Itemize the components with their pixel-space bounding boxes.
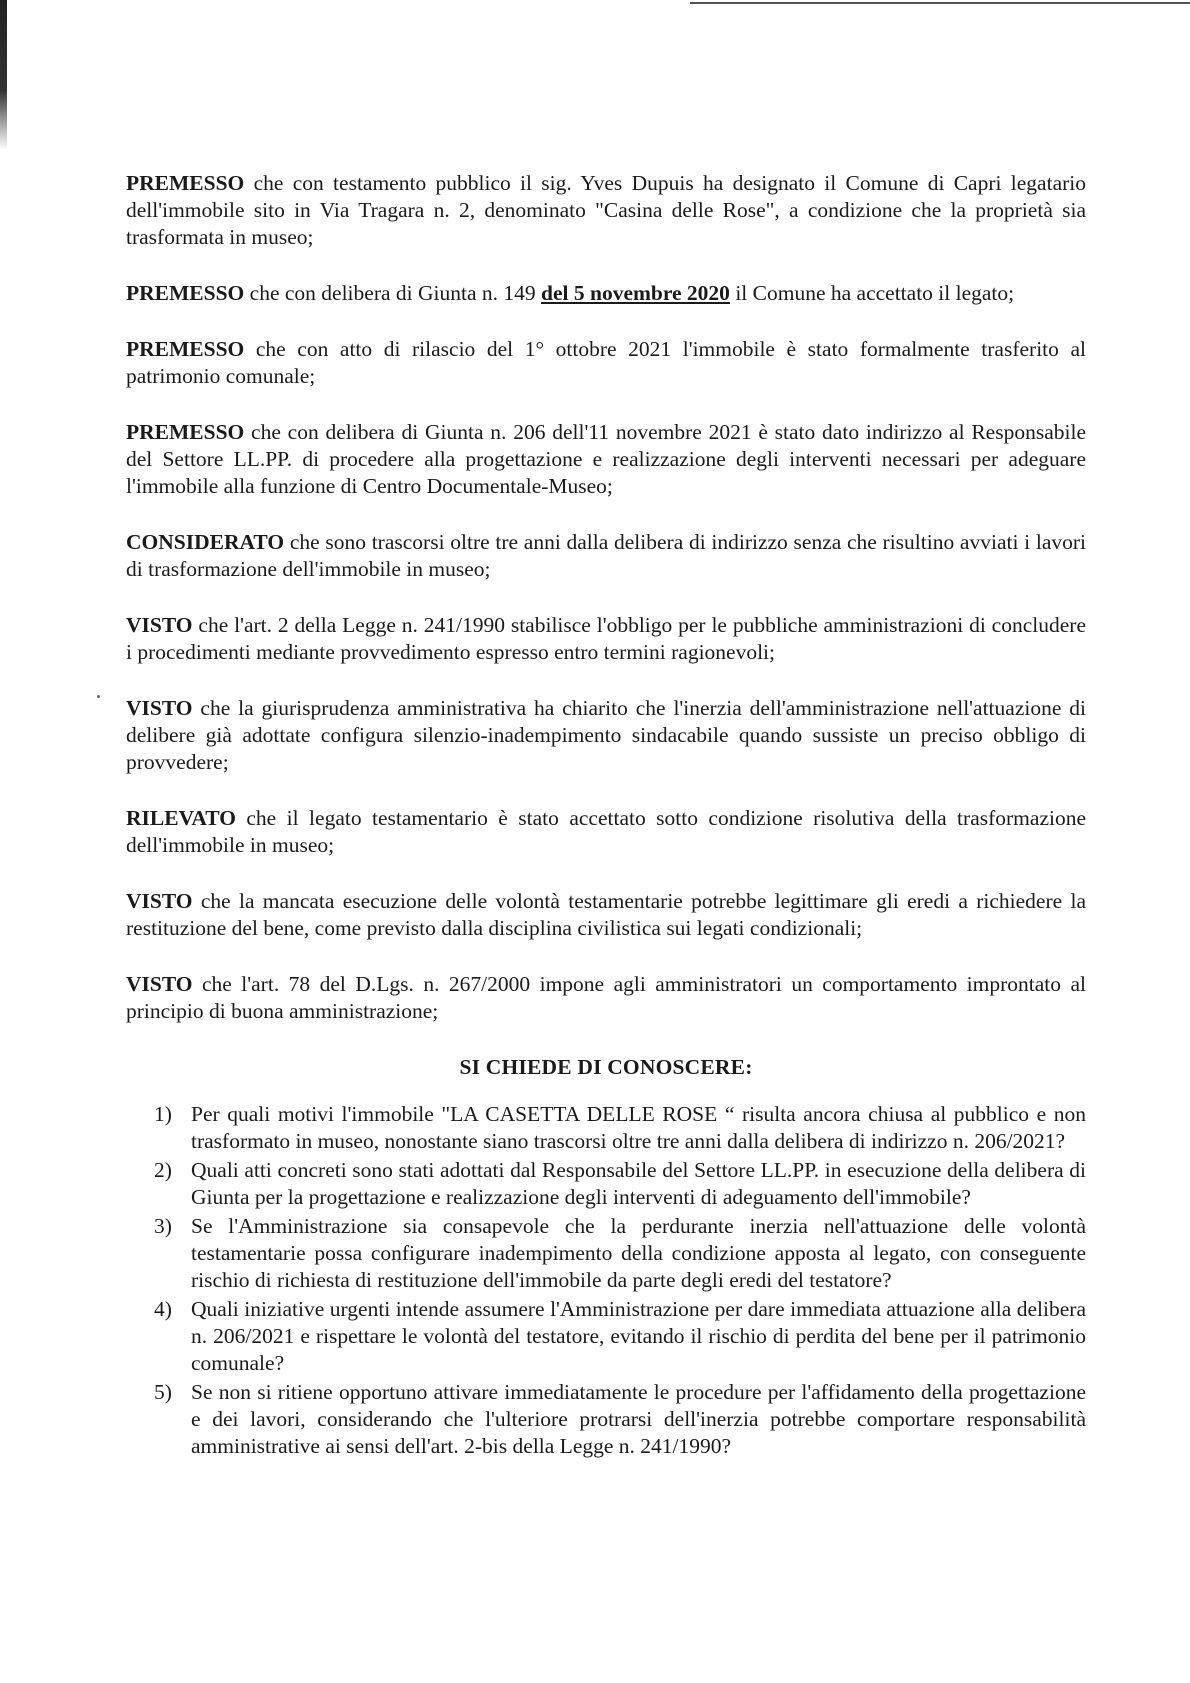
paragraph-text: che il legato testamentario è stato accettato sotto condizione risolutiva della trasformazione dell'immobile in museo; [126,806,1086,857]
paragraph-considerato [126,529,1086,583]
paragraph-keyword: VISTO [126,613,193,637]
paragraph-keyword: RILEVATO [126,806,236,830]
paragraph-visto-2 [126,695,1086,776]
scan-border-top [690,2,1190,4]
paragraph-premesso-2 [126,280,1086,307]
question-text: Quali atti concreti sono stati adottati dal Responsabile del Settore LL.PP. in esecuzione della delibera di Giunta per la progettazione e realizzazione degli interventi di adeguamento dell'immobile? [191,1158,1086,1209]
paragraph-keyword: CONSIDERATO [126,530,285,554]
question-text: Per quali motivi l'immobile "LA CASETTA DELLE ROSE “ risulta ancora chiusa al pubblico e non trasformato in museo, nonostante siano trascorsi oltre tre anni dalla delibera di indirizzo n. 206/2021? [191,1102,1086,1153]
paragraph-keyword: PREMESSO [126,281,245,305]
paragraph-text: il Comune ha accettato il legato; [729,281,1015,305]
question-item [126,1296,1086,1377]
paragraph-visto-4 [126,971,1086,1025]
questions-list [126,1101,1086,1460]
question-number: 3) [154,1214,172,1238]
scan-speck [97,695,100,698]
paragraph-keyword: VISTO [126,889,193,913]
paragraph-text: che con delibera di Giunta n. 149 [244,281,542,305]
paragraph-visto-3 [126,888,1086,942]
section-heading: SI CHIEDE DI CONOSCERE: [459,1055,753,1079]
scan-border-left [0,0,7,150]
paragraph-text: che la giurisprudenza amministrativa ha chiarito che l'inerzia dell'amministrazione nell'attuazione di delibere già adottate configura silenzio-inadempimento sindacabile quando sussiste un preciso obbligo di provvedere; [126,696,1086,774]
paragraph-text: che con atto di rilascio del 1° ottobre 2021 l'immobile è stato formalmente trasferito al patrimonio comunale; [126,337,1086,388]
paragraph-rilevato [126,805,1086,859]
paragraph-keyword: PREMESSO [126,420,245,444]
paragraph-text: che con testamento pubblico il sig. Yves Dupuis ha designato il Comune di Capri legatario dell'immobile sito in Via Tragara n. 2, denominato "Casina delle Rose", a condizione che la proprietà sia trasformata in museo; [126,171,1086,249]
question-number: 4) [154,1297,172,1321]
paragraph-visto-1 [126,612,1086,666]
paragraph-premesso-3 [126,336,1086,390]
paragraph-text: che l'art. 2 della Legge n. 241/1990 stabilisce l'obbligo per le pubbliche amministrazioni di concludere i procedimenti mediante provvedimento espresso entro termini ragionevoli; [126,613,1086,664]
paragraph-keyword: VISTO [126,972,193,996]
question-number: 5) [154,1380,172,1404]
question-text: Se l'Amministrazione sia consapevole che la perdurante inerzia nell'attuazione delle volontà testamentarie possa configurare inadempimento della condizione apposta al legato, con conseguente rischio di richiesta di restituzione dell'immobile da parte degli eredi del testatore? [191,1214,1086,1292]
paragraph-text: che la mancata esecuzione delle volontà testamentarie potrebbe legittimare gli eredi a richiedere la restituzione del bene, come previsto dalla disciplina civilistica sui legati condizionali; [126,889,1086,940]
paragraph-premesso-1 [126,170,1086,251]
paragraph-keyword: PREMESSO [126,171,245,195]
question-item [126,1379,1086,1460]
paragraph-text: che con delibera di Giunta n. 206 dell'11 novembre 2021 è stato dato indirizzo al Responsabile del Settore LL.PP. di procedere alla progettazione e realizzazione degli interventi necessari per adeguare l'immobile alla funzione di Centro Documentale-Museo; [126,420,1086,498]
question-item [126,1101,1086,1155]
paragraph-keyword: PREMESSO [126,337,245,361]
paragraph-text: che l'art. 78 del D.Lgs. n. 267/2000 impone agli amministratori un comportamento improntato al principio di buona amministrazione; [126,972,1086,1023]
paragraph-premesso-4 [126,419,1086,500]
document-body [126,170,1086,1462]
underlined-date: del 5 novembre 2020 [541,281,730,305]
paragraph-text: che sono trascorsi oltre tre anni dalla delibera di indirizzo senza che risultino avviati i lavori di trasformazione dell'immobile in museo; [126,530,1086,581]
question-text: Quali iniziative urgenti intende assumere l'Amministrazione per dare immediata attuazione alla delibera n. 206/2021 e rispettare le volontà del testatore, evitando il rischio di perdita del bene per il patrimonio comunale? [191,1297,1086,1375]
question-text: Se non si ritiene opportuno attivare immediatamente le procedure per l'affidamento della progettazione e dei lavori, considerando che l'ulteriore protrarsi dell'inerzia potrebbe comportare responsabilità amministrative ai sensi dell'art. 2-bis della Legge n. 241/1990? [191,1380,1086,1458]
question-number: 2) [154,1158,172,1182]
paragraph-keyword: VISTO [126,696,193,720]
question-item [126,1213,1086,1294]
question-item [126,1157,1086,1211]
question-number: 1) [154,1102,172,1126]
